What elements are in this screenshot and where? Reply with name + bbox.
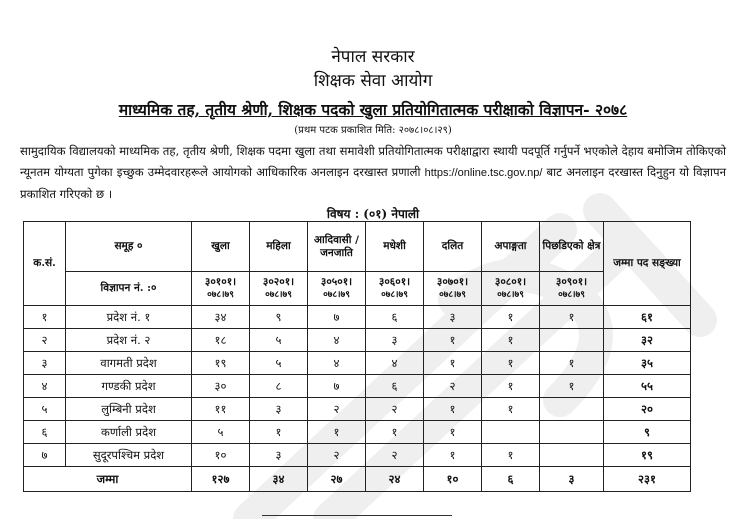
row-backward: १ [540, 352, 604, 375]
government-name: नेपाल सरकार [331, 47, 415, 67]
row-province: प्रदेश नं. २ [66, 329, 192, 352]
total-backward: ३ [540, 467, 604, 492]
row-total: ६१ [604, 306, 691, 329]
header-total: जम्मा पद सङ्ख्या [604, 222, 691, 306]
row-backward [540, 398, 604, 421]
header-dalit: दलित [424, 222, 482, 272]
row-women: ५ [250, 352, 308, 375]
vacancy-table [23, 221, 691, 492]
row-province: लुम्बिनी प्रदेश [66, 398, 192, 421]
row-women: १ [250, 421, 308, 444]
row-backward: १ [540, 375, 604, 398]
row-adibasi: ७ [308, 306, 366, 329]
row-backward [540, 329, 604, 352]
row-adibasi: ७ [308, 375, 366, 398]
row-disabled: १ [482, 306, 540, 329]
total-dalit: १० [424, 467, 482, 492]
row-women: ९ [250, 306, 308, 329]
row-backward [540, 421, 604, 444]
total-open: १२७ [192, 467, 250, 492]
table-row [24, 398, 691, 421]
header-adv-no: विज्ञापन नं. :० [66, 272, 192, 306]
total-row [24, 467, 691, 492]
adv-code-dalit: ३०७०१। ०७८।७९ [424, 272, 482, 306]
row-province: वागमती प्रदेश [66, 352, 192, 375]
row-adibasi: ४ [308, 329, 366, 352]
table-row [24, 306, 691, 329]
row-total: ९ [604, 421, 691, 444]
header-adibasi: आदिवासी / जनजाति [308, 222, 366, 272]
intro-paragraph [20, 141, 726, 205]
row-province: प्रदेश नं. १ [66, 306, 192, 329]
row-sn: ४ [24, 375, 66, 398]
row-disabled [482, 421, 540, 444]
row-total: २० [604, 398, 691, 421]
row-total: ३२ [604, 329, 691, 352]
adv-code-madhesi: ३०६०१। ०७८।७९ [366, 272, 424, 306]
row-sn: ५ [24, 398, 66, 421]
row-adibasi: १ [308, 421, 366, 444]
row-madhesi: ४ [366, 352, 424, 375]
adv-code-adibasi: ३०५०१। ०७८।७९ [308, 272, 366, 306]
row-women: ३ [250, 444, 308, 467]
row-sn: १ [24, 306, 66, 329]
intro-text: सामुदायिक विद्यालयको माध्यमिक तह, तृतीय श्रेणी, शिक्षक पदमा खुला तथा समावेशी प्रतियोगितात्मक परीक्षाद्वारा स्थायी पदपूर्ति गर्नुपर्ने भएकोले देहाय बमोजिम तोकिएको न्यूनतम योग्यता पुगेका इच्छुक उम्मेदवारहरूले आयोगको आधिकारिक अनलाइन दरखास्त प्रणाली [20, 144, 726, 179]
row-open: ३४ [192, 306, 250, 329]
table-row [24, 329, 691, 352]
header-backward: पिछडिएको क्षेत्र [540, 222, 604, 272]
header-sn: क.सं. [24, 222, 66, 306]
row-madhesi: २ [366, 444, 424, 467]
commission-name: शिक्षक सेवा आयोग [313, 71, 433, 91]
row-madhesi: ६ [366, 375, 424, 398]
row-province: गण्डकी प्रदेश [66, 375, 192, 398]
row-disabled: १ [482, 444, 540, 467]
footer-divider [262, 515, 452, 516]
row-women: ८ [250, 375, 308, 398]
total-madhesi: २४ [366, 467, 424, 492]
row-open: १० [192, 444, 250, 467]
page-title: माध्यमिक तह, तृतीय श्रेणी, शिक्षक पदको खुला प्रतियोगितात्मक परीक्षाको विज्ञापन- २०७८ [118, 100, 628, 119]
row-total: ३५ [604, 352, 691, 375]
header-madhesi: मधेशी [366, 222, 424, 272]
subject-label: विषय : (०१) नेपाली [326, 207, 420, 221]
adv-code-open: ३०१०१। ०७८।७९ [192, 272, 250, 306]
table-row [24, 352, 691, 375]
row-women: ५ [250, 329, 308, 352]
row-disabled: १ [482, 398, 540, 421]
row-province: सुदूरपश्चिम प्रदेश [66, 444, 192, 467]
row-adibasi: २ [308, 444, 366, 467]
header-open: खुला [192, 222, 250, 272]
row-disabled: १ [482, 329, 540, 352]
row-adibasi: ४ [308, 352, 366, 375]
row-province: कर्णाली प्रदेश [66, 421, 192, 444]
online-url-link[interactable]: https://online.tsc.gov.np/ [424, 167, 543, 179]
row-adibasi: २ [308, 398, 366, 421]
total-women: ३४ [250, 467, 308, 492]
row-backward [540, 444, 604, 467]
row-dalit: १ [424, 352, 482, 375]
header-women: महिला [250, 222, 308, 272]
row-madhesi: १ [366, 421, 424, 444]
row-sn: ३ [24, 352, 66, 375]
row-sn: ७ [24, 444, 66, 467]
row-madhesi: ६ [366, 306, 424, 329]
row-dalit: १ [424, 421, 482, 444]
row-dalit: १ [424, 329, 482, 352]
row-dalit: १ [424, 398, 482, 421]
row-open: १८ [192, 329, 250, 352]
row-madhesi: ३ [366, 329, 424, 352]
row-women: ३ [250, 398, 308, 421]
header-disabled: अपाङ्गता [482, 222, 540, 272]
table-row [24, 375, 691, 398]
row-madhesi: २ [366, 398, 424, 421]
row-dalit: १ [424, 444, 482, 467]
row-total: ५५ [604, 375, 691, 398]
row-total: १९ [604, 444, 691, 467]
row-open: ११ [192, 398, 250, 421]
row-sn: ६ [24, 421, 66, 444]
header-group: समूह ० [66, 222, 192, 272]
total-grand: २३१ [604, 467, 691, 492]
adv-code-women: ३०२०१। ०७८।७९ [250, 272, 308, 306]
adv-code-disabled: ३०८०१। ०७८।७९ [482, 272, 540, 306]
row-dalit: ३ [424, 306, 482, 329]
row-dalit: २ [424, 375, 482, 398]
total-adibasi: २७ [308, 467, 366, 492]
row-disabled: १ [482, 375, 540, 398]
row-open: ५ [192, 421, 250, 444]
row-backward: १ [540, 306, 604, 329]
total-disabled: ६ [482, 467, 540, 492]
adv-code-backward: ३०९०१। ०७८।७९ [540, 272, 604, 306]
row-disabled: १ [482, 352, 540, 375]
table-row [24, 421, 691, 444]
row-open: १९ [192, 352, 250, 375]
row-open: ३० [192, 375, 250, 398]
total-label: जम्मा [24, 467, 192, 492]
publish-date: (प्रथम पटक प्रकाशित मिति: २०७८।०८।२९) [294, 125, 452, 136]
row-sn: २ [24, 329, 66, 352]
intro-text-end: बाट अनलाइन दरखास्त दिनुहुन यो विज्ञापन प्रकाशित गरिएको छ । [20, 165, 727, 201]
table-row [24, 444, 691, 467]
